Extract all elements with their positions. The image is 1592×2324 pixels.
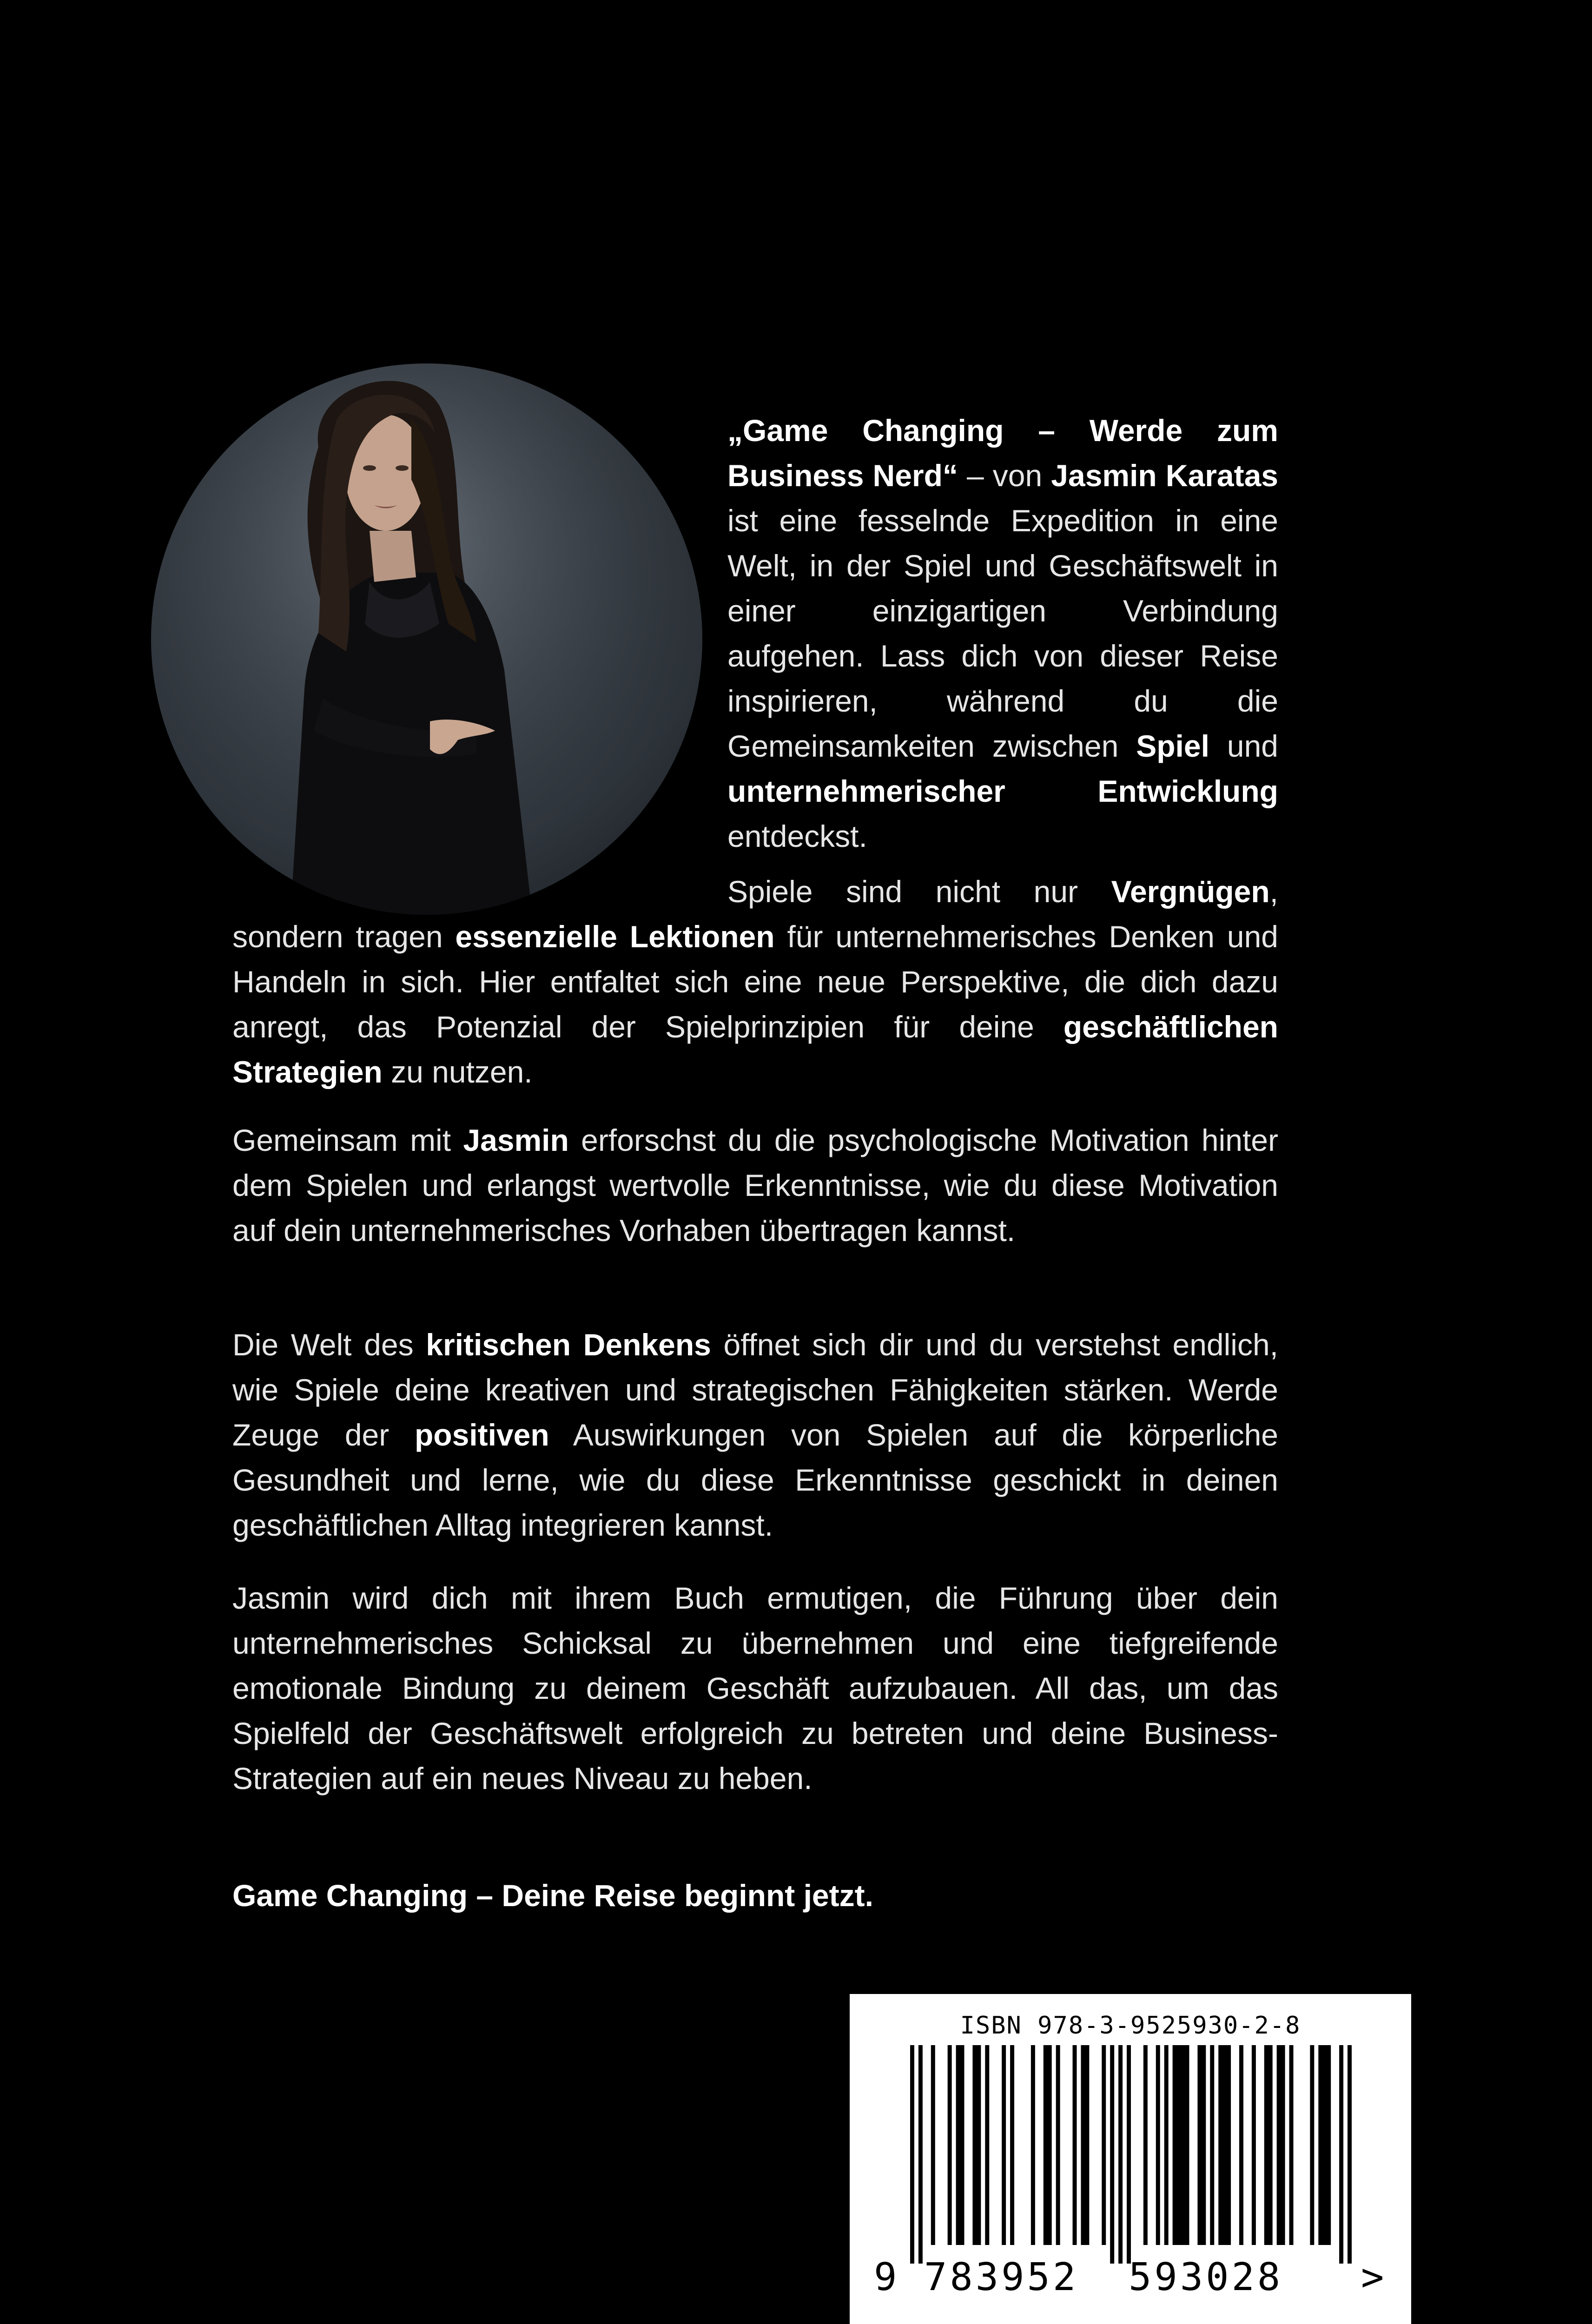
- barcode-bar: [1210, 2045, 1214, 2245]
- barcode-bar: [948, 2045, 952, 2245]
- barcode-bar: [1010, 2045, 1014, 2245]
- intro-text-1: ist eine fesselnde Expedition in eine Welt, in der Spiel und Geschäftswelt in einer einzigartigen Verbindung aufgehen. Lass dich von dieser Reise inspirieren, während du die Gemeinsamkeiten zwischen: [727, 503, 1278, 763]
- barcode-bar: [1289, 2045, 1294, 2245]
- barcode-bar: [910, 2045, 914, 2264]
- paragraph-3: [232, 1322, 1278, 1548]
- isbn-barcode: [850, 1994, 1411, 2324]
- barcode-bar: [972, 2045, 981, 2245]
- barcode-bar: [1277, 2045, 1285, 2245]
- p1-text-3: für unternehmerisches Denken und Handeln in sich. Hier entfaltet sich eine neue Perspektive, die dich dazu anregt, das Potenzial der Spielprinzipien für deine: [232, 919, 1278, 1044]
- barcode-bar: [1110, 2045, 1114, 2264]
- barcode-bar: [985, 2045, 989, 2245]
- barcode-bars: [910, 2045, 1352, 2264]
- author-portrait: [151, 363, 702, 915]
- intro-paragraph: [727, 408, 1278, 859]
- barcode-bar: [1339, 2045, 1343, 2264]
- barcode-bar: [1348, 2045, 1352, 2264]
- barcode-bar: [1173, 2045, 1189, 2245]
- p3-text-3: Auswirkungen von Spielen auf die körperliche Gesundheit und lerne, wie du diese Erkenntnisse geschickt in deinen geschäftlichen Alltag integrieren kannst.: [232, 1418, 1278, 1542]
- barcode-bar: [1044, 2045, 1052, 2245]
- p3-text-2: öffnet sich dir und du verstehst endlich, wie Spiele deine kreativen und strategischen Fähigkeiten stärken. Werde Zeuge der: [232, 1327, 1278, 1452]
- barcode-bar: [1264, 2045, 1273, 2245]
- barcode-bar: [1127, 2045, 1131, 2264]
- barcode-bar: [1310, 2045, 1314, 2245]
- intro-bold-entwicklung: unternehmerischer Entwicklung: [727, 774, 1278, 808]
- closing-line: [232, 1873, 1278, 1918]
- barcode-bar: [1197, 2045, 1206, 2245]
- barcode-bar: [1002, 2045, 1006, 2245]
- intro-by: – von: [958, 458, 1051, 493]
- barcode-bar: [1056, 2045, 1060, 2245]
- book-title: „Game Changing – Werde zum Business Nerd“: [727, 413, 1278, 493]
- p1-text-4: zu nutzen.: [382, 1055, 533, 1089]
- paragraph-4: [232, 1576, 1278, 1801]
- barcode-right-digits: 593028: [1129, 2255, 1283, 2299]
- p1-bold-1: Vergnügen: [1111, 874, 1270, 909]
- paragraph-2: [232, 1118, 1278, 1253]
- barcode-bar: [1218, 2045, 1231, 2245]
- intro-text-2: und: [1209, 729, 1278, 763]
- barcode-bar: [1102, 2045, 1106, 2245]
- p2-text-1: Gemeinsam mit: [232, 1123, 463, 1157]
- barcode-bar: [931, 2045, 935, 2245]
- barcode-bar: [1143, 2045, 1148, 2245]
- isbn-label: ISBN 978-3-9525930-2-8: [960, 2012, 1301, 2040]
- p4-text: Jasmin wird dich mit ihrem Buch ermutigen, die Führung über dein unternehmerisches Schicksal zu übernehmen und eine tiefgreifende emotionale Bindung zu deinem Geschäft aufzubauen. All das, um das Spielfeld der Geschäftswelt erfolgreich zu betreten und deine Business-Strategien auf ein neues Niveau zu heben.: [232, 1581, 1278, 1796]
- p3-text-1: Die Welt des: [232, 1327, 426, 1362]
- p1-text-2: , sondern tragen: [232, 874, 1278, 954]
- barcode-bar: [1252, 2045, 1256, 2245]
- paragraph-1: [232, 869, 1278, 1095]
- barcode-bar: [918, 2045, 923, 2264]
- barcode-bar: [1318, 2045, 1331, 2245]
- intro-text-3: entdeckst.: [727, 819, 867, 853]
- barcode-left-digits: 783952: [924, 2255, 1079, 2299]
- barcode-bar: [1239, 2045, 1243, 2245]
- p2-bold-1: Jasmin: [463, 1123, 569, 1157]
- barcode-bar: [1118, 2045, 1123, 2264]
- p1-text-1: Spiele sind nicht nur: [727, 874, 1111, 909]
- p2-text-2: erforschst du die psychologische Motivation hinter dem Spielen und erlangst wertvolle Erkenntnisse, wie du diese Motivation auf dein unternehmerisches Vorhaben übertragen kannst.: [232, 1123, 1278, 1248]
- barcode-bar: [1031, 2045, 1035, 2245]
- p1-bold-2: essenzielle Lektionen: [455, 919, 775, 954]
- intro-bold-spiel: Spiel: [1136, 729, 1209, 763]
- closing-text: Game Changing – Deine Reise beginnt jetzt.: [232, 1878, 873, 1913]
- p3-bold-2: positiven: [414, 1418, 549, 1452]
- p1-bold-3: geschäftlichen Strategien: [232, 1010, 1278, 1089]
- p3-bold-1: kritischen Denkens: [426, 1327, 711, 1362]
- barcode-bar: [1081, 2045, 1089, 2245]
- barcode-bar: [1073, 2045, 1077, 2245]
- barcode-lead-digit: 9: [874, 2255, 897, 2299]
- barcode-bar: [1156, 2045, 1160, 2245]
- barcode-bar: [1164, 2045, 1169, 2245]
- barcode-bar: [956, 2045, 964, 2245]
- barcode-tail-glyph: >: [1361, 2255, 1384, 2299]
- author-name: Jasmin Karatas: [1051, 458, 1278, 493]
